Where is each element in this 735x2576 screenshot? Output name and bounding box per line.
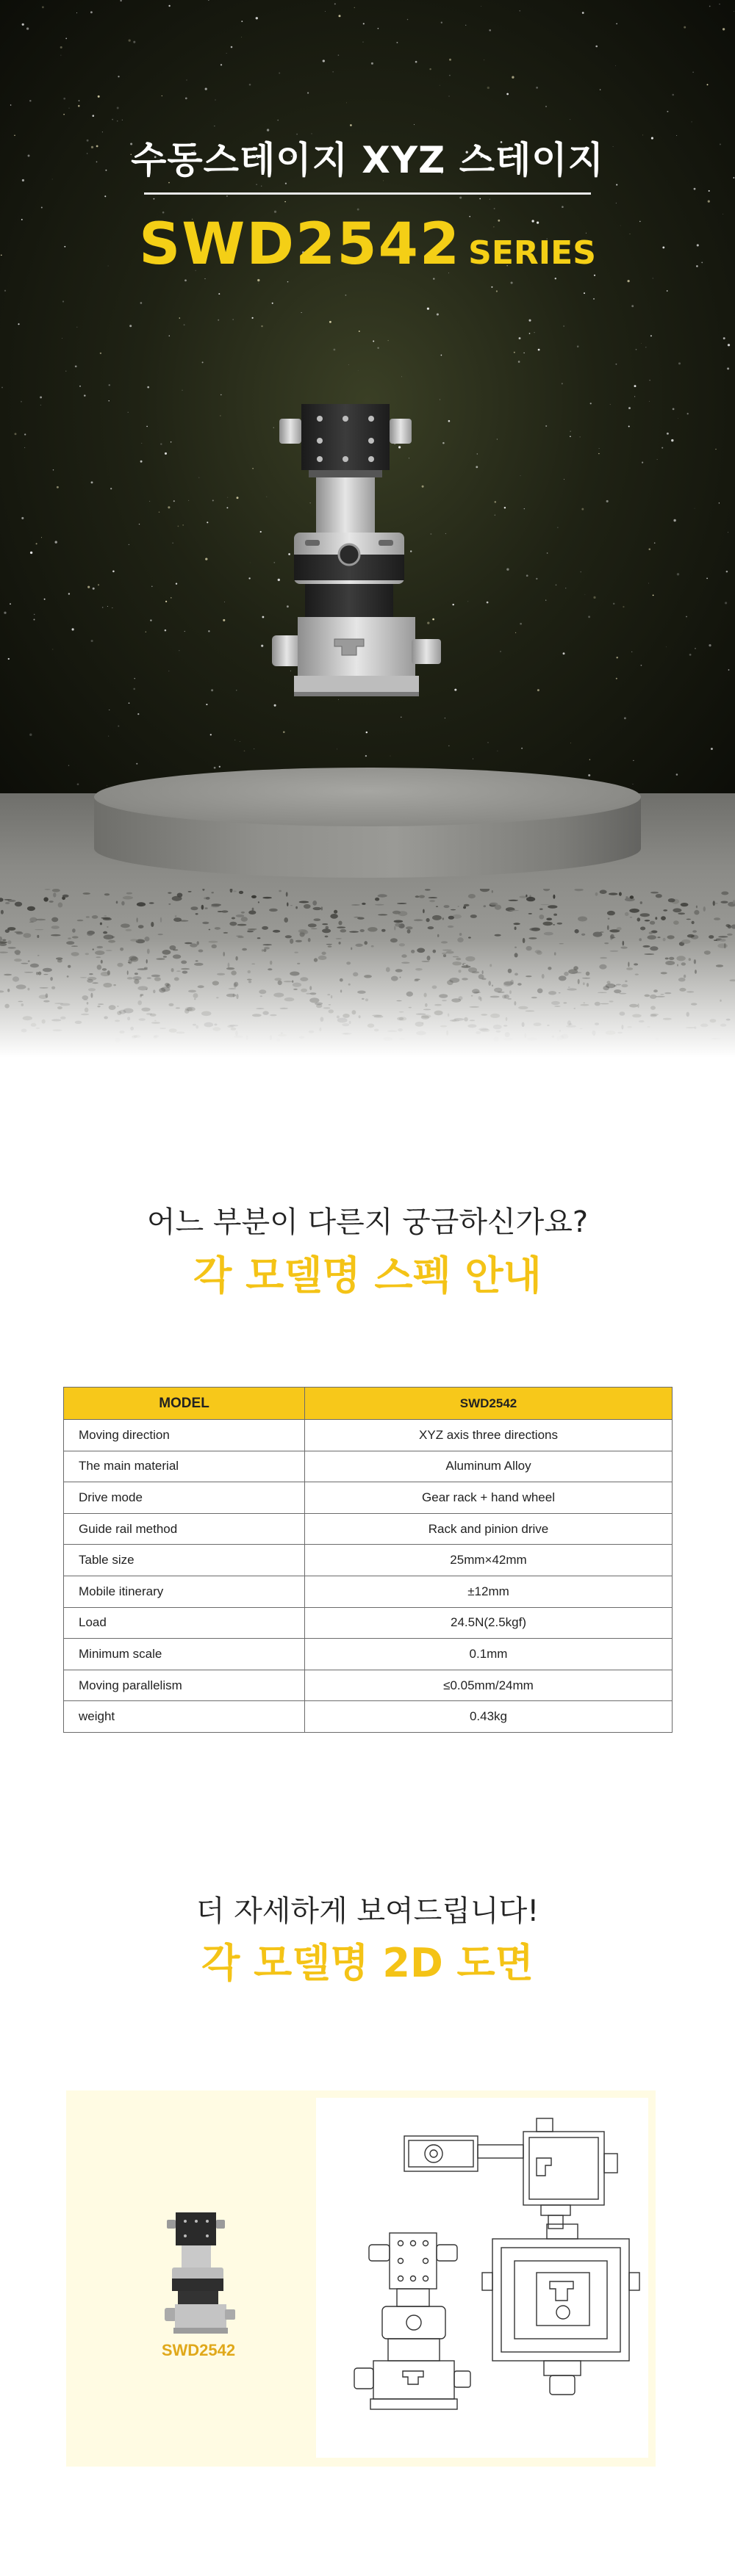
hero-model-name: SWD2542 [139, 212, 462, 278]
table-row [64, 1607, 673, 1639]
table-row [64, 1545, 673, 1576]
hero-series-label: SERIES [468, 234, 596, 272]
spec-key: Minimum scale [64, 1639, 305, 1670]
spec-key: Table size [64, 1545, 305, 1576]
spec-key: Drive mode [64, 1482, 305, 1514]
spec-key: Guide rail method [64, 1513, 305, 1545]
spec-value: 25mm×42mm [305, 1545, 673, 1576]
table-row [64, 1701, 673, 1733]
hero-banner [0, 0, 735, 1058]
thumbnail-label: SWD2542 [161, 2341, 236, 2359]
spec-value: 0.43kg [305, 1701, 673, 1733]
spec-value: 24.5N(2.5kgf) [305, 1607, 673, 1639]
spec-question-text: 어느 부분이 다른지 궁금하신가요? [146, 1205, 589, 1239]
table-row [64, 1670, 673, 1701]
product-render-xyz-stage [265, 360, 470, 742]
table-row [64, 1420, 673, 1451]
cad-drawing [316, 2098, 648, 2458]
spec-table [63, 1387, 673, 1733]
spec-value: Rack and pinion drive [305, 1513, 673, 1545]
drawing-heading: 각 모델명 2D 도면 [201, 1940, 534, 1986]
hero-divider [144, 192, 591, 195]
drawing-question-text: 더 자세하게 보여드립니다! [196, 1894, 539, 1928]
spec-value: ≤0.05mm/24mm [305, 1670, 673, 1701]
table-row [64, 1639, 673, 1670]
spec-header-model-name: SWD2542 [305, 1388, 673, 1420]
spec-value: 0.1mm [305, 1639, 673, 1670]
table-row [64, 1513, 673, 1545]
spec-key: The main material [64, 1451, 305, 1482]
spec-key: Moving parallelism [64, 1670, 305, 1701]
hero-model-line [0, 212, 735, 278]
spec-table-header [64, 1388, 673, 1420]
spec-key: weight [64, 1701, 305, 1733]
spec-key: Moving direction [64, 1420, 305, 1451]
spec-heading: 각 모델명 스펙 안내 [193, 1252, 542, 1299]
product-thumbnail [163, 2205, 237, 2337]
table-row [64, 1482, 673, 1514]
hero-title: 수동스테이지 XYZ 스테이지 [131, 139, 604, 181]
table-row [64, 1451, 673, 1482]
podium-top [94, 768, 641, 826]
table-row [64, 1576, 673, 1607]
spec-header-model: MODEL [64, 1388, 305, 1420]
spec-key: Mobile itinerary [64, 1576, 305, 1607]
spec-value: XYZ axis three directions [305, 1420, 673, 1451]
spec-value: ±12mm [305, 1576, 673, 1607]
spec-key: Load [64, 1607, 305, 1639]
rock-texture [0, 889, 735, 1058]
spec-value: Aluminum Alloy [305, 1451, 673, 1482]
spec-value: Gear rack + hand wheel [305, 1482, 673, 1514]
